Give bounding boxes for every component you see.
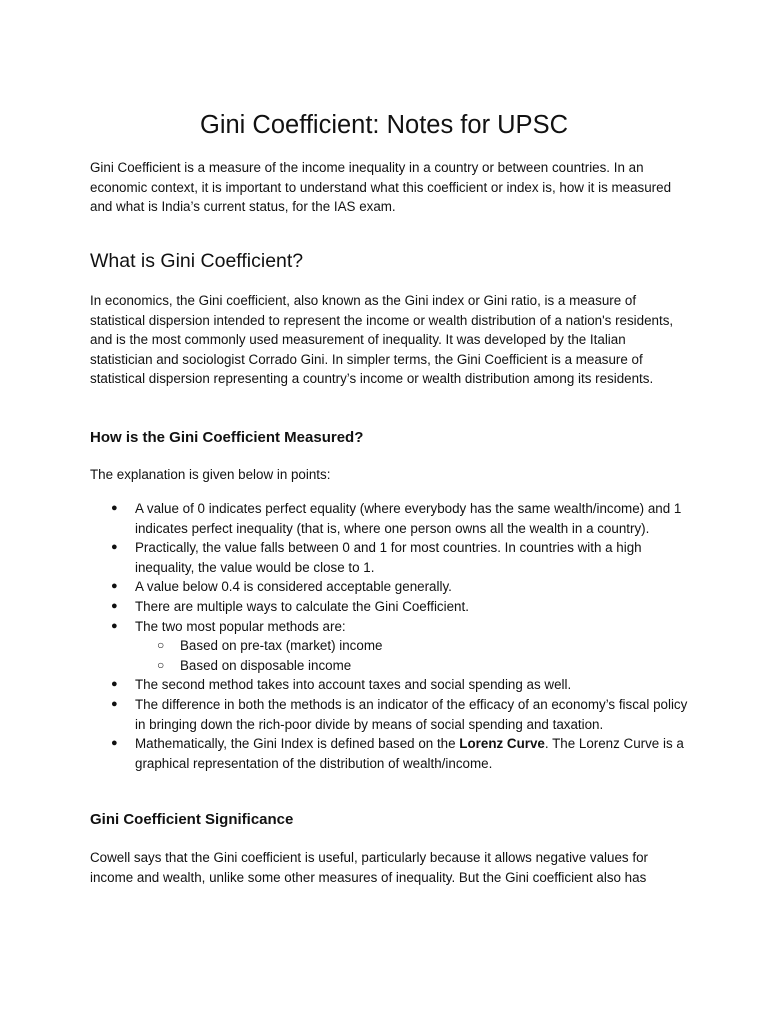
list-item-text: The two most popular methods are: bbox=[135, 618, 346, 634]
list-item-text: A value below 0.4 is considered acceptable generally. bbox=[135, 579, 452, 595]
list-item-text: A value of 0 indicates perfect equality (where everybody has the same wealth/income) and 1 indicates perfect inequality (that is, where one person owns all the wealth in a country). bbox=[135, 501, 682, 536]
intro-paragraph: Gini Coefficient is a measure of the income inequality in a country or between countries. In an economic context, it is important to understand what this coefficient or index is, how it is measured and what is India’s current status, for the IAS exam. bbox=[90, 160, 672, 215]
sub-list-item bbox=[135, 656, 690, 676]
sub-list-item-text: Based on pre-tax (market) income bbox=[180, 638, 383, 654]
sub-list-item bbox=[135, 636, 690, 656]
bullet-icon: ● bbox=[111, 502, 118, 514]
lorenz-curve-term: Lorenz Curve bbox=[459, 736, 545, 752]
list-item-text bbox=[135, 736, 684, 771]
definition-paragraph: In economics, the Gini coefficient, also known as the Gini index or Gini ratio, is a measure of statistical dispersion intended to represent the income or wealth distribution of a nation's residents, and is the most commonly used measurement of inequality. It was developed by the Italian statistician and sociologist Corrado Gini. In simpler terms, the Gini Coefficient is a measure of statistical dispersion representing a country’s income or wealth distribution among its residents. bbox=[90, 293, 674, 387]
bullet-icon: ● bbox=[111, 678, 118, 691]
significance-paragraph: Cowell says that the Gini coefficient is useful, particularly because it allows negative values for income and wealth, unlike some other measures of inequality. But the Gini coefficient also has bbox=[90, 850, 648, 885]
hollow-bullet-icon: ○ bbox=[157, 657, 165, 672]
measurement-points-list bbox=[90, 499, 690, 773]
list-item-text: The second method takes into account taxes and social spending as well. bbox=[135, 677, 572, 693]
bullet-icon: ● bbox=[111, 599, 118, 612]
list-item-text: The difference in both the methods is an indicator of the efficacy of an economy’s fiscal policy in bringing down the rich-poor divide by means of social spending and taxation. bbox=[135, 696, 688, 732]
bullet-icon: ● bbox=[111, 580, 118, 593]
bullet-icon: ● bbox=[111, 737, 118, 750]
list-item bbox=[90, 617, 690, 676]
list-item bbox=[90, 597, 690, 617]
list-item bbox=[90, 675, 690, 695]
section-heading-what-is: What is Gini Coefficient? bbox=[90, 250, 304, 272]
page-title: Gini Coefficient: Notes for UPSC bbox=[199, 111, 568, 139]
explanation-lead: The explanation is given below in points: bbox=[90, 467, 331, 482]
list-item bbox=[90, 734, 690, 773]
lorenz-text-before: Mathematically, the Gini Index is defined based on the bbox=[135, 736, 460, 752]
hollow-bullet-icon: ○ bbox=[157, 638, 165, 653]
list-item bbox=[90, 538, 690, 577]
sub-list-item-text: Based on disposable income bbox=[180, 657, 352, 673]
list-item bbox=[90, 577, 690, 597]
bullet-icon: ● bbox=[111, 619, 118, 632]
list-item-text: There are multiple ways to calculate the Gini Coefficient. bbox=[135, 598, 469, 614]
list-item-text: Practically, the value falls between 0 and 1 for most countries. In countries with a high inequality, the value would be close to 1. bbox=[135, 540, 642, 575]
bullet-icon: ● bbox=[111, 541, 118, 554]
bullet-icon: ● bbox=[111, 697, 118, 710]
list-item bbox=[90, 695, 690, 734]
methods-sublist bbox=[135, 636, 690, 675]
section-heading-measured: How is the Gini Coefficient Measured? bbox=[90, 429, 364, 446]
section-heading-significance: Gini Coefficient Significance bbox=[90, 811, 294, 828]
list-item bbox=[90, 499, 690, 538]
lorenz-text-after: . The Lorenz Curve is a graphical representation of the distribution of wealth/income. bbox=[135, 736, 684, 771]
